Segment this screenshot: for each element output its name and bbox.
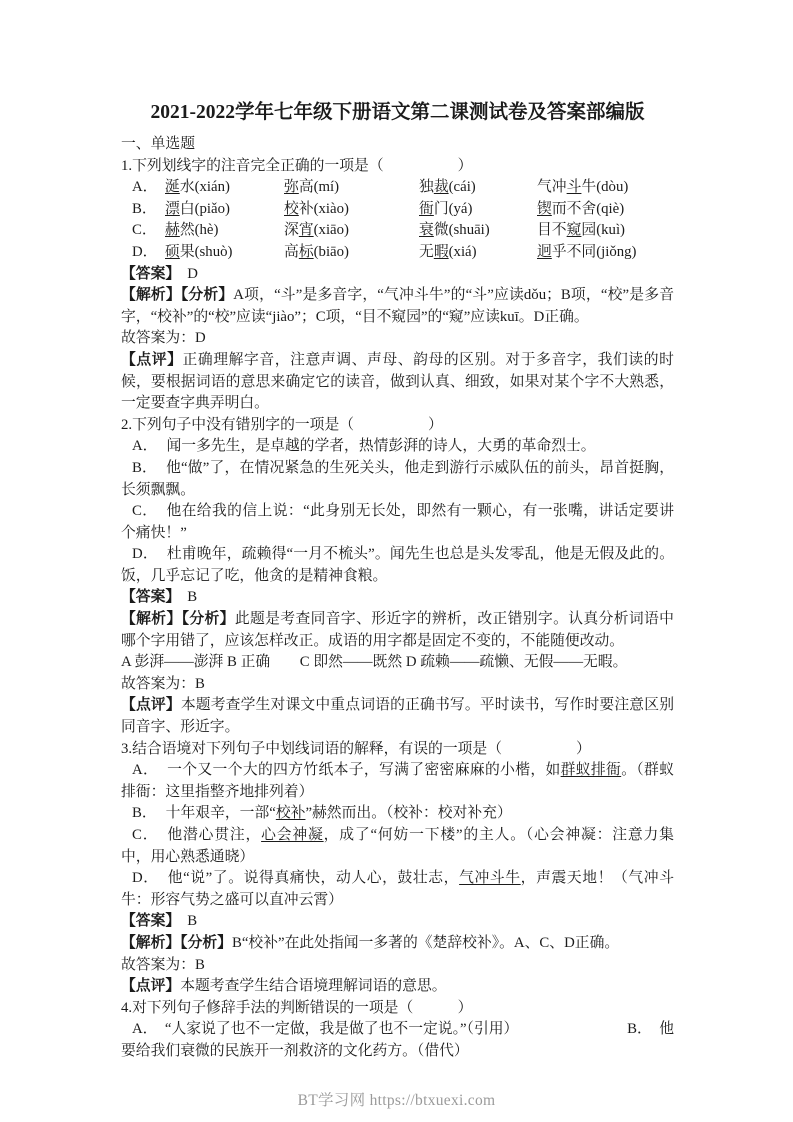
footer-watermark: BT学习网 https://btxuexi.com [297, 1092, 496, 1109]
q3-answer-line [121, 911, 674, 933]
q1-word-2: 弥高(mí) [284, 179, 340, 196]
answer-label: 【答案】 [121, 913, 181, 930]
q2-answer-line [121, 587, 674, 609]
q1-stem: 1.下列划线字的注音完全正确的一项是（ ） [121, 157, 473, 174]
q3-comment [121, 976, 674, 998]
option-text: 他潜心贯注，心会神凝，成了“何妨一下楼”的主人。（心会神凝：注意力集中，用心熟悉通晓） [121, 827, 674, 865]
q2-option-d [121, 544, 674, 587]
option-text: 他在给我的信上说：“此身别无长处，即然有一颗心，有一张嘴，讲话定要讲个痛快！” [121, 503, 674, 541]
question-3 [121, 739, 674, 998]
analysis-label: 【解析】【分析】 [121, 611, 235, 628]
option-text: 他“做”了，在情况紧急的生死关头，他走到游行示威队伍的前头，昂首挺胸，长须飘飘。 [121, 459, 675, 498]
analysis-text: 此题是考查同音字、形近字的辨析，改正错别字。认真分析词语中哪个字用错了，应该怎样改正。成语的用字都是固定不变的，不能随便改动。 [121, 611, 674, 649]
q3-option-d [121, 868, 674, 911]
option-letter: B． [132, 459, 158, 476]
q1-word-2: 校补(xiào) [284, 200, 349, 217]
q2-conclusion: 故答案为：B [121, 675, 205, 692]
q1-word-3: 无暇(xiá) [419, 243, 477, 260]
q2-analysis [121, 609, 674, 652]
q1-word-1: 赫然(hè) [165, 222, 219, 239]
question-4 [121, 998, 674, 1063]
answer-label: 【答案】 [121, 589, 181, 606]
q1-comment [121, 350, 674, 415]
comment-label: 【点评】 [121, 697, 181, 714]
q2-option-c [121, 501, 674, 544]
q3-option-a [121, 760, 674, 803]
q2-stem: 2.下列句子中没有错别字的一项是（ ） [121, 416, 443, 433]
q1-word-4: 气冲斗牛(dòu) [537, 179, 629, 196]
q4-option-b-start: B． 他 [627, 1021, 674, 1038]
answer-value: B [187, 913, 198, 930]
q1-word-2: 高标(biāo) [284, 243, 349, 260]
q3-conclusion: 故答案为：B [121, 956, 205, 973]
section-heading: 一、单选题 [121, 136, 195, 152]
q3-option-b [121, 803, 674, 825]
q4-stem: 4.对下列句子修辞手法的判断错误的一项是（ ） [121, 999, 473, 1016]
option-letter: D． [132, 546, 158, 563]
option-letter: D． [132, 870, 159, 887]
q1-option-b [121, 199, 674, 221]
comment-text: 本题考查学生结合语境理解词语的意思。 [180, 978, 447, 995]
q2-option-b [121, 458, 674, 501]
q3-option-c [121, 825, 674, 868]
option-text: 杜甫晚年，疏赖得“一月不梳头”。闻先生也总是头发零乱，他是无假及此的。饭，几乎忘记了吃，他贪的是精神食粮。 [121, 546, 675, 584]
analysis-text: B“校补”在此处指闻一多著的《楚辞校补》。A、C、D正确。 [231, 934, 620, 951]
question-2 [121, 415, 674, 739]
q1-word-3: 衰微(shuāi) [419, 222, 490, 239]
q1-word-4: 锲而不舍(qiè) [537, 200, 625, 217]
answer-label: 【答案】 [121, 265, 181, 282]
q1-word-1: 漂白(piǎo) [165, 200, 230, 217]
q4-option-a: A． “人家说了也不一定做，我是做了也不一定说。”（引用） [132, 1021, 519, 1038]
option-letter: C． [132, 827, 159, 843]
option-letter: B． [132, 805, 157, 822]
q1-word-3: 独裁(cái) [419, 179, 476, 196]
option-letter: A． [132, 438, 158, 455]
q1-answer-line [121, 264, 674, 286]
comment-label: 【点评】 [121, 351, 183, 368]
q1-analysis [121, 285, 674, 328]
option-letter: A． [132, 179, 158, 196]
q1-word-1: 涎水(xián) [165, 179, 230, 196]
q1-word-4: 迥乎不同(jiǒng) [537, 243, 637, 260]
option-letter: B． [132, 200, 157, 217]
q1-word-4: 目不窥园(kuì) [537, 222, 625, 239]
option-letter: A． [132, 762, 159, 779]
option-letter: C． [132, 503, 158, 520]
q1-conclusion: 故答案为：D [121, 330, 206, 347]
answer-value: B [187, 589, 198, 606]
q4-options-line-1 [121, 1019, 674, 1041]
q1-option-c [121, 220, 674, 242]
q1-option-a [121, 177, 674, 199]
option-text: 他“说”了。说得真痛快，动人心，鼓壮志，气冲斗牛，声震天地！（气冲斗牛：形容气势之盛可以直冲云霄） [121, 870, 675, 908]
q1-word-3: 衙门(yá) [419, 200, 473, 217]
comment-text: 正确理解字音，注意声调、声母、韵母的区别。对于多音字，我们读的时候，要根据词语的意思来确定它的读音，做到认真、细致，如果对某个字不大熟悉，一定要查字典弄明白。 [121, 351, 674, 412]
q1-word-2: 深宵(xiāo) [284, 222, 349, 239]
q2-option-a [121, 436, 674, 458]
comment-label: 【点评】 [121, 978, 181, 995]
option-letter: C． [132, 222, 157, 239]
q1-option-d [121, 242, 674, 264]
option-letter: D． [132, 243, 158, 260]
answer-value: D [187, 265, 198, 282]
question-1 [121, 156, 674, 415]
comment-text: 本题考查学生对课文中重点词语的正确书写。平时读书，写作时要注意区别同音字、形近字。 [121, 697, 674, 736]
option-text: 一个又一个大的四方竹纸本子，写满了密密麻麻的小楷，如群蚁排衙。（群蚁排衙：这里指整齐地排列着） [121, 762, 674, 800]
analysis-label: 【解析】【分析】 [121, 287, 234, 304]
q2-comment [121, 695, 674, 738]
q2-corrections: A 彭湃——澎湃 B 正确 C 即然——既然 D 疏赖——疏懒、无假——无暇。 [121, 654, 628, 671]
q4-option-b-rest: 要给我们衰微的民族开一剂救济的文化药方。（借代） [121, 1042, 469, 1059]
q3-stem: 3.结合语境对下列句子中划线词语的解释，有误的一项是（ ） [121, 740, 591, 757]
analysis-text: A项，“斗”是多音字，“气冲斗牛”的“斗”应读dǒu；B项，“校”是多音字，“校补”的“校”应读“jiào”；C项，“目不窥园”的“窥”应读kuī。D正确。 [121, 287, 674, 325]
page-title: 2021-2022学年七年级下册语文第二课测试卷及答案部编版 [150, 102, 645, 123]
option-text: 十年艰辛，一部“校补”赫然而出。（校补：校对补充） [165, 805, 512, 822]
analysis-label: 【解析】【分析】 [121, 934, 232, 951]
option-text: 闻一多先生，是卓越的学者，热情彭湃的诗人，大勇的革命烈士。 [166, 438, 596, 455]
q3-analysis [121, 933, 674, 955]
document-body [121, 100, 674, 1063]
q1-word-1: 硕果(shuò) [165, 243, 233, 260]
